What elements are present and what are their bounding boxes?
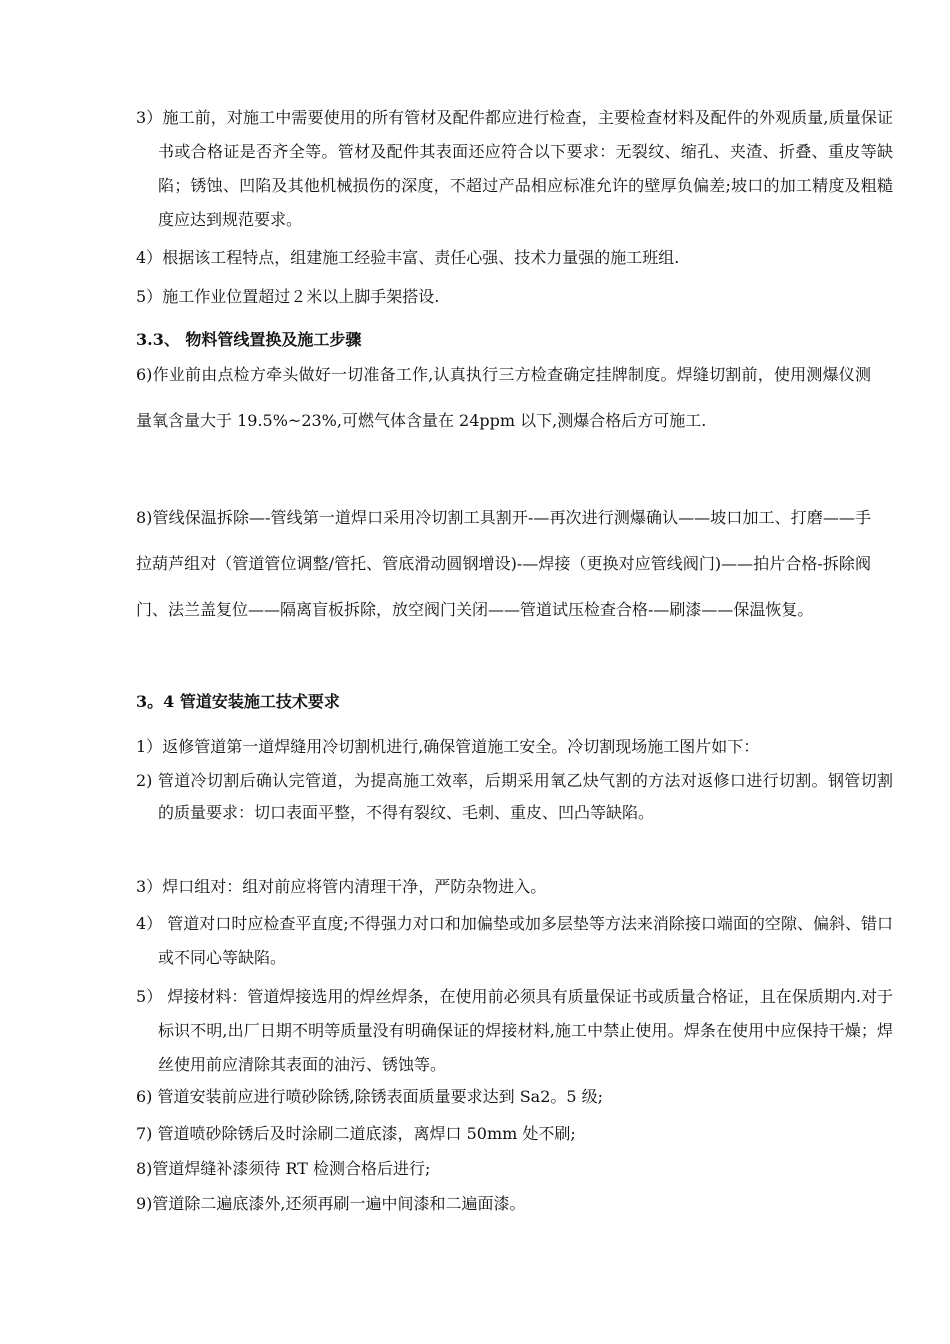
item-number: 1）	[136, 737, 163, 756]
list-item-4	[136, 907, 893, 975]
item-text: 焊接材料：管道焊接选用的焊丝焊条，在使用前必须具有质量保证书或质量合格证，且在保质期内.对于标识不明,出厂日期不明等质量没有明确保证的焊接材料,施工中禁止使用。焊条在使用中应保持干燥；焊丝使用前应清除其表面的油污、锈蚀等。	[158, 987, 893, 1074]
list-item-6	[136, 1087, 871, 1107]
item-number: 3）	[136, 877, 163, 896]
item-number: 7)	[136, 1124, 158, 1143]
item-text: 管道冷切割后确认完管道，为提高施工效率，后期采用氧乙炔气割的方法对返修口进行切割。钢管切割的质量要求：切口表面平整，不得有裂纹、毛刺、重皮、凹凸等缺陷。	[157, 771, 893, 822]
item-number: 6)	[136, 1087, 158, 1106]
list-item-5	[136, 980, 893, 1082]
list-item-9	[136, 1194, 871, 1214]
item-text: 管道除二遍底漆外,还须再刷一遍中间漆和二遍面漆。	[152, 1194, 526, 1213]
paragraph-step-8: 8)管线保温拆除—-管线第一道焊口采用冷切割工具割开-—再次进行测爆确认——坡口加工、打磨——手拉葫芦组对（管道管位调整/管托、管底滑动圆钢增设)-—焊接（更换对应管线阀门)——拍片合格-拆除阀门、法兰盖复位——隔离盲板拆除，放空阀门关闭——管道试压检查合格-—刷漆——保温恢复。	[136, 508, 871, 619]
item-number: 5）	[136, 987, 168, 1006]
item-number: 2)	[136, 771, 158, 790]
list-item-7	[136, 1124, 871, 1144]
list-item-5	[136, 287, 871, 307]
item-text: 焊口组对：组对前应将管内清理干净，严防杂物进入。	[162, 877, 547, 896]
item-text: 管道焊缝补漆须待 RT 检测合格后进行;	[152, 1159, 431, 1178]
item-text: 管道喷砂除锈后及时涂刷二道底漆，离焊口 50mm 处不刷;	[157, 1124, 576, 1143]
list-item-2	[136, 765, 893, 829]
item-text: 管道对口时应检查平直度;不得强力对口和加偏垫或加多层垫等方法来消除接口端面的空隙、偏斜、错口或不同心等缺陷。	[158, 914, 893, 967]
item-number: 9)	[136, 1194, 153, 1213]
paragraph-step-6: 6)作业前由点检方牵头做好一切准备工作,认真执行三方检查确定挂牌制度。焊缝切割前，使用测爆仪测量氧含量大于 19.5%~23%,可燃气体含量在 24ppm 以下,测爆合格后方可施工.	[136, 365, 871, 430]
item-text: 返修管道第一道焊缝用冷切割机进行,确保管道施工安全。冷切割现场施工图片如下：	[162, 737, 760, 756]
item-number: 4）	[136, 248, 163, 267]
section-heading-3-4: 3。4 管道安装施工技术要求	[136, 692, 340, 711]
list-item-8	[136, 1159, 871, 1179]
item-number: 3）	[136, 108, 163, 127]
item-text: 管道安装前应进行喷砂除锈,除锈表面质量要求达到 Sa2。5 级;	[157, 1087, 604, 1106]
list-item-4	[136, 248, 871, 268]
item-text: 施工作业位置超过２米以上脚手架搭设.	[162, 287, 440, 306]
item-number: 4）	[136, 914, 168, 933]
list-item-3	[136, 101, 893, 237]
item-number: 5）	[136, 287, 163, 306]
list-item-1	[136, 737, 871, 757]
section-heading-3-3: 3.3、 物料管线置换及施工步骤	[136, 330, 362, 349]
list-item-3	[136, 877, 871, 897]
item-text: 根据该工程特点，组建施工经验丰富、责任心强、技术力量强的施工班组.	[162, 248, 680, 267]
item-number: 8)	[136, 1159, 153, 1178]
item-text: 施工前，对施工中需要使用的所有管材及配件都应进行检查，主要检查材料及配件的外观质量,质量保证书或合格证是否齐全等。管材及配件其表面还应符合以下要求：无裂纹、缩孔、夹渣、折叠、重皮等缺陷；锈蚀、凹陷及其他机械损伤的深度，不超过产品相应标准允许的壁厚负偏差;坡口的加工精度及粗糙度应达到规范要求。	[158, 108, 894, 229]
